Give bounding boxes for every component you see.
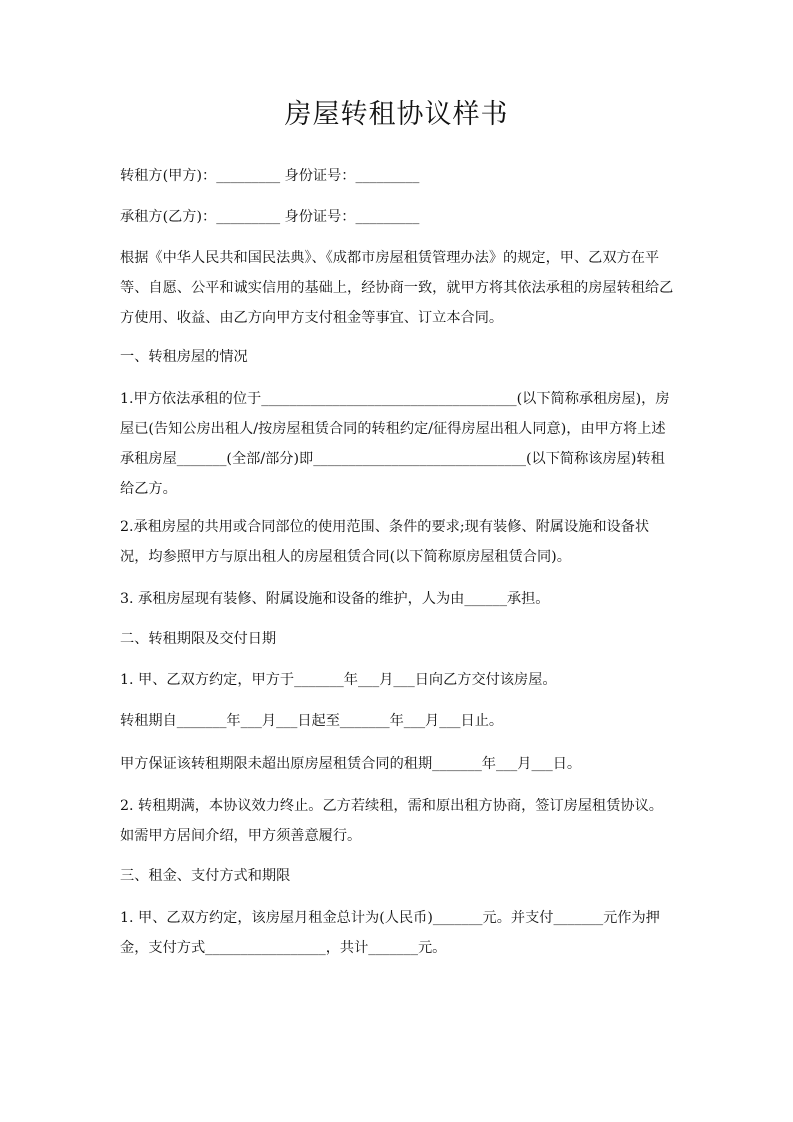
preamble-paragraph: 根据《中华人民共和国民法典》、《成都市房屋租赁管理办法》的规定，甲、乙双方在平等、自愿、公平和诚实信用的基础上，经协商一致，就甲方将其依法承租的房屋转租给乙方使用、收益、由乙方向甲方支付租金等事宜、订立本合同。 xyxy=(120,250,674,326)
section-heading-1: 一、转租房屋的情况 xyxy=(120,349,248,365)
clause-1-2: 2.承租房屋的共用或合同部位的使用范围、条件的要求;现有装修、附属设施和设备状况，均参照甲方与原出租人的房屋租赁合同(以下简称原房屋租赁合同)。 xyxy=(120,519,650,565)
lessor-info-line: 转租方(甲方)：_________ 身份证号：_________ xyxy=(120,168,420,184)
clause-2-2: 2. 转租期满，本协议效力终止。乙方若续租，需和原出租方协商，签订房屋租赁协议。如需甲方居间介绍，甲方须善意履行。 xyxy=(120,798,663,844)
lessee-info-line: 承租方(乙方)：_________ 身份证号：_________ xyxy=(120,209,420,225)
clause-3-1: 1. 甲、乙双方约定，该房屋月租金总计为(人民币)_______元。并支付_______元作为押金，支付方式_________________，共计_______元。 xyxy=(120,910,660,956)
lease-term-line: 转租期自_______年___月___日起至_______年___月___日止。 xyxy=(120,713,504,729)
clause-2-1: 1. 甲、乙双方约定，甲方于_______年___月___日向乙方交付该房屋。 xyxy=(120,672,557,688)
section-heading-3: 三、租金、支付方式和期限 xyxy=(120,868,291,884)
section-heading-2: 二、转租期限及交付日期 xyxy=(120,631,277,647)
term-guarantee-line: 甲方保证该转租期限未超出原房屋租赁合同的租期_______年___月___日。 xyxy=(120,756,582,772)
clause-1-3: 3. 承租房屋现有装修、附属设施和设备的维护，人为由______承担。 xyxy=(120,591,550,607)
clause-1-1: 1.甲方依法承租的位于____________________________________(以下简称承租房屋)，房屋已(告知公房出租人/按房屋租赁合同的转租约定/征得房屋出租人同意)，由甲方将上述承租房屋_______(全部/部分)即______________________________(以下简称该房屋)转租给乙方。 xyxy=(120,391,670,497)
document-title: 房屋转租协议样书 xyxy=(284,99,509,130)
